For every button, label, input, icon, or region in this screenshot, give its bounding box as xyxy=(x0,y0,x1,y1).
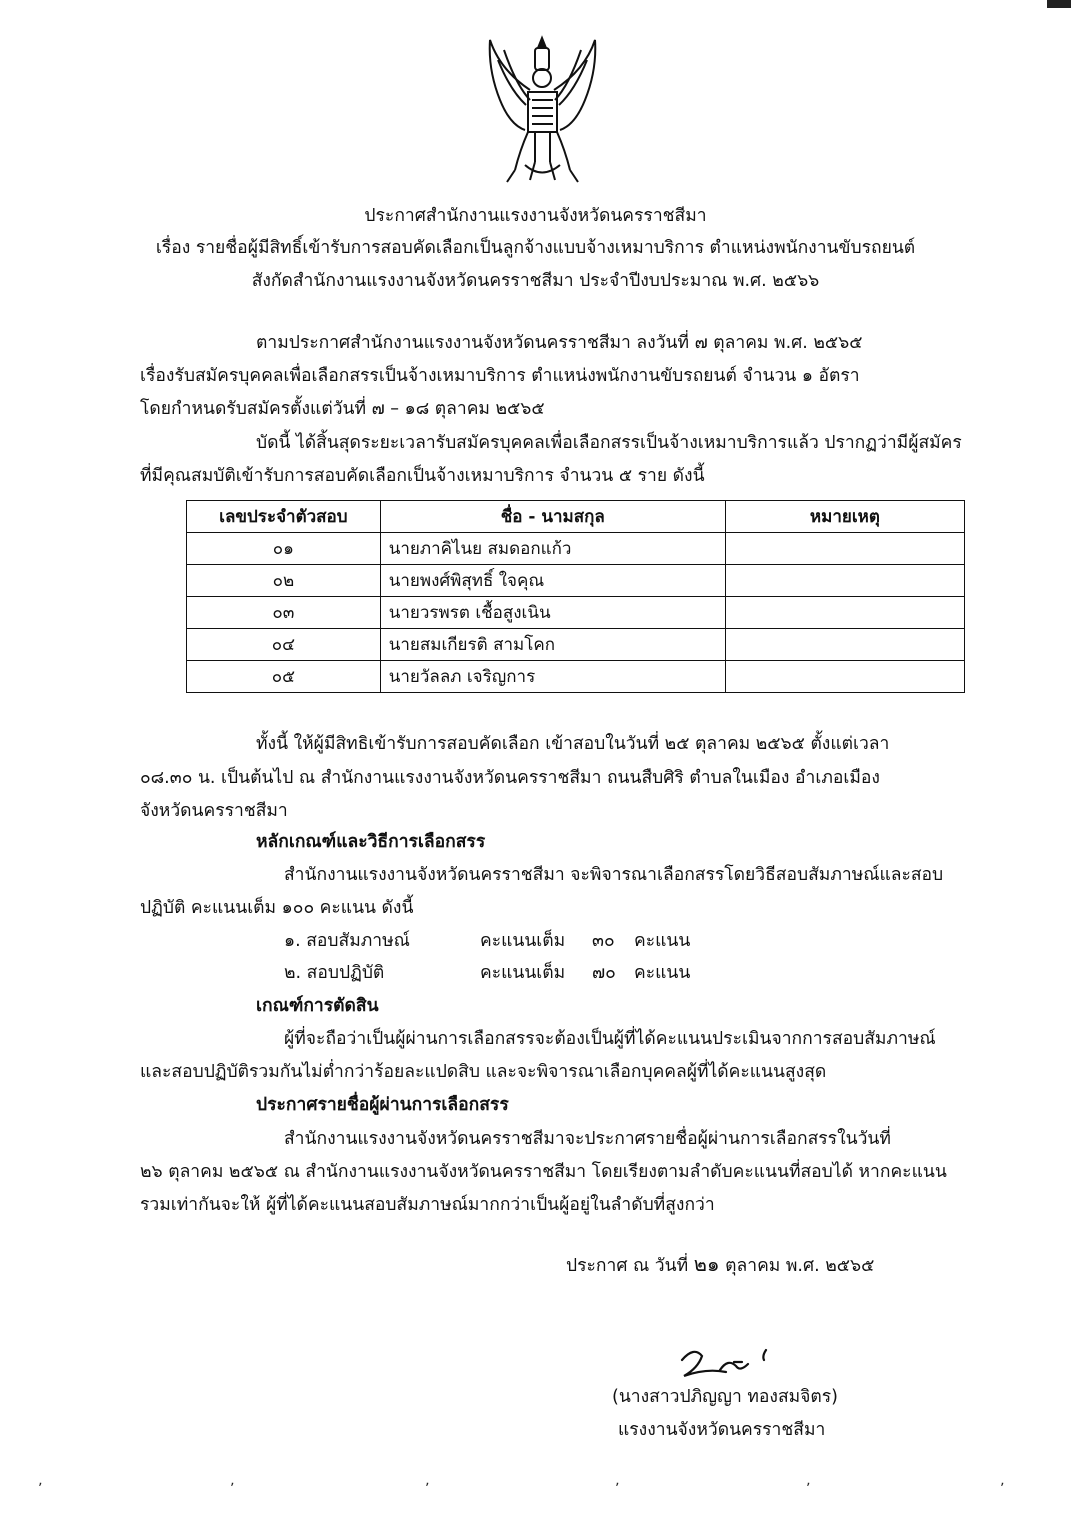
subject-line-2: สังกัดสำนักงานแรงงานจังหวัดนครราชสีมา ประจำปีงบประมาณ พ.ศ. ๒๕๖๖ xyxy=(251,271,820,291)
exam-id: ๐๔ xyxy=(187,629,381,661)
exam-id: ๐๓ xyxy=(187,597,381,629)
note xyxy=(725,661,964,693)
header-name: ชื่อ - นามสกุล xyxy=(380,501,725,533)
scan-mark xyxy=(1047,0,1071,8)
table-row xyxy=(187,629,965,661)
applicant-name: นายวัลลภ เจริญการ xyxy=(380,661,725,693)
announce-line-1: สำนักงานแรงงานจังหวัดนครราชสีมาจะประกาศรายชื่อผู้ผ่านการเลือกสรรในวันที่ xyxy=(284,1129,891,1149)
intro-line-4: บัดนี้ ได้สิ้นสุดระยะเวลารับสมัครบุคคลเพื่อเลือกสรรเป็นจ้างเหมาบริการแล้ว ปรากฏว่ามีผู้สมัคร xyxy=(256,433,962,453)
announce-date xyxy=(566,1248,874,1280)
decision-line-2: และสอบปฏิบัติรวมกันไม่ต่ำกว่าร้อยละแปดสิบ และจะพิจารณาเลือกบุคคลผู้ที่ได้คะแนนสูงสุด xyxy=(140,1062,827,1082)
criteria-item-full: คะแนนเต็ม xyxy=(480,963,566,983)
note xyxy=(725,597,964,629)
table-row xyxy=(187,597,965,629)
applicant-name: นายวรพรต เชื้อสูงเนิน xyxy=(380,597,725,629)
criteria-item-label: ๑. สอบสัมภาษณ์ xyxy=(284,931,410,951)
scan-mark: ʼ xyxy=(615,1481,620,1497)
note xyxy=(725,565,964,597)
header-note: หมายเหตุ xyxy=(725,501,964,533)
handwritten-signature xyxy=(676,1338,786,1386)
criteria-item-unit: คะแนน xyxy=(634,931,691,951)
note xyxy=(725,629,964,661)
intro-line-3: โดยกำหนดรับสมัครตั้งแต่วันที่ ๗ – ๑๘ ตุลาคม ๒๕๖๕ xyxy=(140,399,545,419)
signer-position: แรงงานจังหวัดนครราชสีมา xyxy=(618,1420,826,1440)
garuda-emblem-icon xyxy=(480,30,605,195)
exam-line-1: ทั้งนี้ ให้ผู้มีสิทธิเข้ารับการสอบคัดเลือก เข้าสอบในวันที่ ๒๕ ตุลาคม ๒๕๖๕ ตั้งแต่เวลา xyxy=(256,734,890,754)
criteria-item-score: ๓๐ xyxy=(592,931,615,951)
intro-line-5: ที่มีคุณสมบัติเข้ารับการสอบคัดเลือกเป็นจ้างเหมาบริการ จำนวน ๕ ราย ดังนี้ xyxy=(140,466,705,486)
criteria-item-unit: คะแนน xyxy=(634,963,691,983)
criteria-item-score: ๗๐ xyxy=(592,963,616,983)
scan-mark: ʼ xyxy=(1000,1481,1005,1497)
announce-line-3: รวมเท่ากันจะให้ ผู้ที่ได้คะแนนสอบสัมภาษณ์มากกว่าเป็นผู้อยู่ในลำดับที่สูงกว่า xyxy=(140,1195,715,1215)
scan-mark: ʼ xyxy=(806,1481,811,1497)
date-day: ๒๑ xyxy=(693,1252,720,1276)
subject-line: เรื่อง รายชื่อผู้มีสิทธิ์เข้ารับการสอบคัดเลือกเป็นลูกจ้างแบบจ้างเหมาบริการ ตำแหน่งพนักงานขับรถยนต์ xyxy=(155,238,916,258)
scan-mark: ʼ xyxy=(425,1481,430,1497)
table-row xyxy=(187,565,965,597)
date-prefix: ประกาศ ณ วันที่ xyxy=(566,1256,689,1276)
table-row xyxy=(187,533,965,565)
exam-line-3: จังหวัดนครราชสีมา xyxy=(140,801,288,821)
criteria-line-1: สำนักงานแรงงานจังหวัดนครราชสีมา จะพิจารณาเลือกสรรโดยวิธีสอบสัมภาษณ์และสอบ xyxy=(284,865,944,885)
criteria-item-full: คะแนนเต็ม xyxy=(480,931,566,951)
note xyxy=(725,533,964,565)
signer-name: (นางสาวปภิญญา ทองสมจิตร) xyxy=(612,1387,839,1407)
announce-heading: ประกาศรายชื่อผู้ผ่านการเลือกสรร xyxy=(256,1095,509,1115)
applicant-name: นายภาคิไนย สมดอกแก้ว xyxy=(380,533,725,565)
decision-line-1: ผู้ที่จะถือว่าเป็นผู้ผ่านการเลือกสรรจะต้องเป็นผู้ที่ได้คะแนนประเมินจากการสอบสัมภาษณ์ xyxy=(284,1029,936,1049)
decision-heading: เกณฑ์การตัดสิน xyxy=(256,996,379,1016)
applicant-table xyxy=(186,500,965,693)
scan-mark: ʼ xyxy=(38,1481,43,1497)
applicant-name: นายพงศ์พิสุทธิ์ ใจคุณ xyxy=(380,565,725,597)
table-row xyxy=(187,661,965,693)
criteria-item-label: ๒. สอบปฏิบัติ xyxy=(284,963,385,983)
exam-line-2: ๐๘.๓๐ น. เป็นต้นไป ณ สำนักงานแรงงานจังหวัดนครราชสีมา ถนนสืบศิริ ตำบลในเมือง อำเภอเมือง xyxy=(140,768,880,788)
criteria-heading: หลักเกณฑ์และวิธีการเลือกสรร xyxy=(256,832,486,852)
exam-id: ๐๑ xyxy=(187,533,381,565)
exam-id: ๐๒ xyxy=(187,565,381,597)
intro-line-2: เรื่องรับสมัครบุคคลเพื่อเลือกสรรเป็นจ้างเหมาบริการ ตำแหน่งพนักงานขับรถยนต์ จำนวน ๑ อัตรา xyxy=(140,366,860,386)
exam-id: ๐๕ xyxy=(187,661,381,693)
date-rest: ตุลาคม พ.ศ. ๒๕๖๕ xyxy=(725,1256,875,1276)
agency-title: ประกาศสำนักงานแรงงานจังหวัดนครราชสีมา xyxy=(364,206,707,226)
intro-line-1: ตามประกาศสำนักงานแรงงานจังหวัดนครราชสีมา ลงวันที่ ๗ ตุลาคม พ.ศ. ๒๕๖๕ xyxy=(256,333,863,353)
announce-line-2: ๒๖ ตุลาคม ๒๕๖๕ ณ สำนักงานแรงงานจังหวัดนครราชสีมา โดยเรียงตามลำดับคะแนนที่สอบได้ หากคะแนน xyxy=(140,1162,947,1182)
header-exam-id: เลขประจำตัวสอบ xyxy=(187,501,381,533)
scan-mark: ʼ xyxy=(230,1481,235,1497)
applicant-name: นายสมเกียรติ สามโคก xyxy=(380,629,725,661)
table-header-row xyxy=(187,501,965,533)
criteria-line-2: ปฏิบัติ คะแนนเต็ม ๑๐๐ คะแนน ดังนี้ xyxy=(140,898,414,918)
